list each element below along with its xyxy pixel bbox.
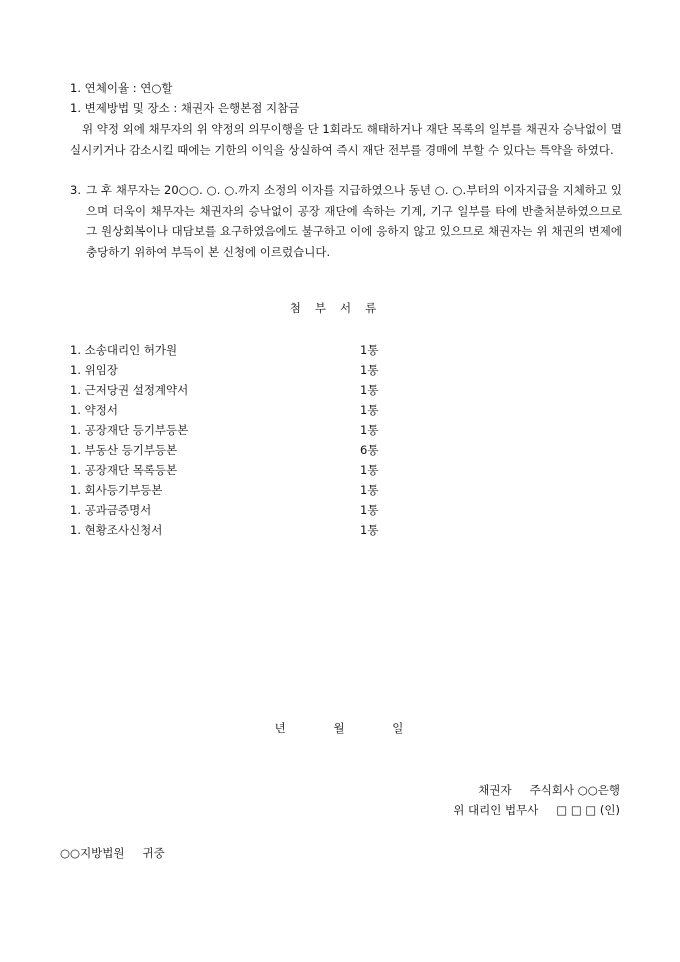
attachment-count: 1통 [360,423,379,437]
court-suffix: 귀중 [142,846,165,860]
list-item [70,480,410,500]
term-late-rate: 1. 연체이율 : 연○할 [70,81,173,95]
list-item [70,420,410,440]
agent-signature [453,800,620,820]
creditor-signature [478,780,620,800]
court-addressee [60,843,165,863]
term-repayment: 1. 변제방법 및 장소 : 채권자 은행본점 지참금 [70,101,300,115]
creditor-label: 채권자 [478,783,512,797]
attachment-count: 1통 [360,483,379,497]
attachment-name: 1. 위임장 [70,363,118,377]
list-item [70,440,410,460]
attachment-count: 1통 [360,363,379,377]
list-item [70,360,410,380]
attachment-count: 1통 [360,503,379,517]
list-item [70,400,410,420]
special-clause-paragraph: 위 약정 외에 채무자의 위 약정의 의무이행을 단 1회라도 해태하거나 재단 목록의 일부를 채권자 승낙없이 멸실시키거나 감소시킬 때에는 기한의 이익을 상실하여 즉시 재단 전부를 경매에 부할 수 있다는 특약을 하였다. [70,122,622,157]
attachment-name: 1. 회사등기부등본 [70,483,163,497]
list-item [70,340,410,360]
date-line [0,720,680,736]
attachment-name: 1. 부동산 등기부등본 [70,443,178,457]
attachment-name: 1. 약정서 [70,403,118,417]
attachment-count: 1통 [360,523,379,537]
creditor-name: 주식회사 ○○은행 [529,783,620,797]
attachments-heading: 첨부서류 [289,301,391,315]
court-name: ○○지방법원 [60,846,125,860]
date-month: 월 [333,721,347,735]
list-item [70,520,410,540]
attachment-name: 1. 공과금증명서 [70,503,152,517]
attachment-name: 1. 공장재단 목록등본 [70,463,178,477]
agent-label: 위 대리인 법무사 [453,803,539,817]
attachment-count: 6통 [360,443,379,457]
claim-paragraph [70,180,622,262]
list-item [70,500,410,520]
attachment-count: 1통 [360,463,379,477]
attachment-count: 1통 [360,343,379,357]
attachment-name: 1. 현황조사신청서 [70,523,163,537]
attachment-name: 1. 근저당권 설정계약서 [70,383,189,397]
attachment-count: 1통 [360,383,379,397]
attachment-name: 1. 공장재단 등기부등본 [70,423,189,437]
list-item [70,380,410,400]
list-item [70,460,410,480]
date-day: 일 [392,721,406,735]
attachment-count: 1통 [360,403,379,417]
claim-number: 3. [70,183,81,197]
date-year: 년 [274,721,288,735]
claim-text: 그 후 채무자는 20○○. ○. ○.까지 소정의 이자를 지급하였으나 동년 ○. ○.부터의 이자지급을 지체하고 있으며 더욱이 채무자는 채권자의 승낙없이 공장 재단에 속하는 기계, 기구 일부를 타에 반출처분하였으므로 그 원상회복이나 대담보를 요구하였음에도 불구하고 이에 응하지 않고 있으므로 채권자는 위 채권의 변제에 충당하기 위하여 부득이 본 신청에 이르렀습니다. [86,183,622,259]
agent-name: □ □ □ (인) [556,803,620,817]
attachment-name: 1. 소송대리인 허가원 [70,343,178,357]
